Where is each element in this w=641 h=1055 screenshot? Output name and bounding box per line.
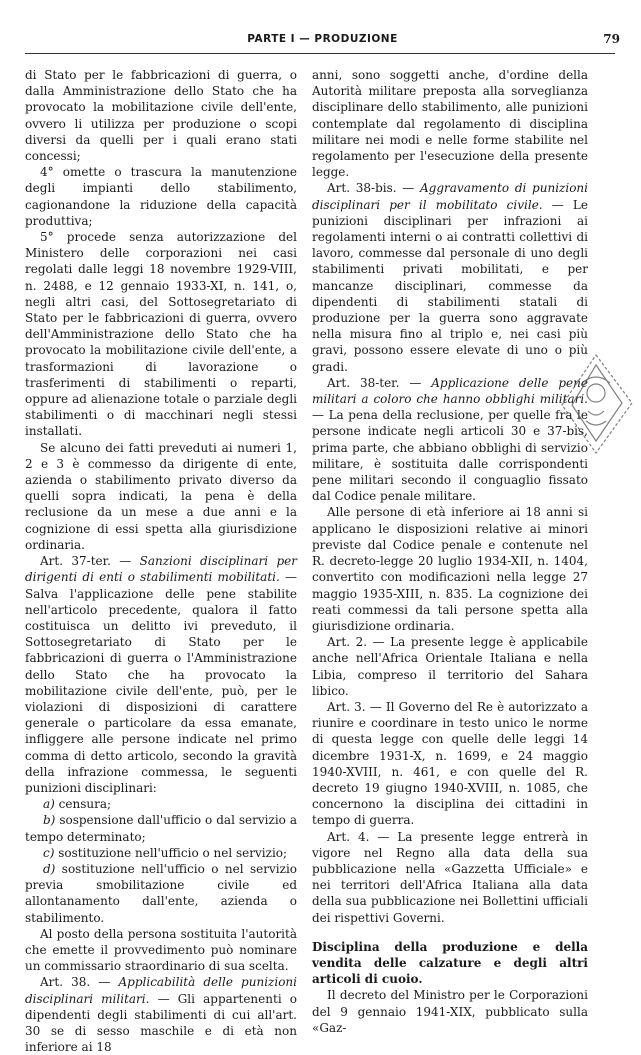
paragraph: Art. 4. — La presente legge entrerà in vigore nel Regno alla data della sua pubblicazione nella «Gazzetta Ufficiale» e nei territori dell'Africa Italiana alla data della sua pubblicazione nei Bollettini ufficiali dei rispettivi Governi.	[312, 829, 588, 925]
paragraph: Alle persone di età inferiore ai 18 anni si applicano le disposizioni relative ai minori previste dal Codice penale e contenute nel R. decreto-legge 20 luglio 1934-XII, n. 1404, convertito con modificazioni nella legge 27 maggio 1935-XIII, n. 835. La cognizione dei reati commessi da tali persone spetta alla giurisdizione ordinaria.	[312, 505, 588, 633]
list-item-text: sostituzione nell'ufficio o nel servizio;	[54, 845, 288, 860]
list-item	[25, 812, 297, 844]
article-title: Applicabilità delle punizioni disciplinari militari.	[25, 975, 297, 1006]
list-item	[25, 845, 297, 861]
paragraph: di Stato per le fabbricazioni di guerra, o dalla Amministrazione dello Stato che ha provocato la mobilitazione civile dell'ente, ovvero li utilizza per produzione o scopi diversi da quelli per i quali erano stati concessi;	[25, 68, 297, 164]
page-number: 79	[603, 32, 620, 46]
article-body: — Le punizioni disciplinari per infrazioni ai regolamenti interni o ai contratti collettivi di lavoro, commesse dal personale di uno degli stabilimenti privati mobilitati, e per mancanze disciplinari, commesse da dipendenti di stabilimenti statali di produzione per la guerra sono aggravate nella misura fino al triplo e, nei casi più gravi, possono essere elevate di uno o più gradi.	[312, 197, 589, 374]
article-paragraph	[312, 180, 588, 374]
article-title: Aggravamento di punizioni disciplinari per il mobilitato civile.	[312, 181, 588, 212]
paragraph: 5° procede senza autorizzazione del Ministero delle corporazioni nei casi regolati dalle leggi 18 novembre 1929-VIII, n. 2488, e 12 gennaio 1933-XI, n. 141, o, negli altri casi, del Sottosegretariato di Stato per le fabbricazioni di guerra, ovvero dell'Amministrazione dello Stato che ha provocato la mobilitazione civile dell'ente, a trasformazioni di lavorazione o trasferimenti di stabilimenti o reparti, oppure ad alienazione totale o parziale degli stabilimenti o di macchinari negli stessi installati.	[25, 230, 297, 439]
list-marker: c)	[43, 845, 55, 860]
article-number: Art. 38-ter. —	[327, 375, 432, 390]
right-column	[312, 67, 588, 1036]
paragraph: anni, sono soggetti anche, d'ordine della Autorità militare preposta alla sorveglianza disciplinare dello stabilimento, alle punizioni contemplate dal regolamento di disciplina militare nei modi e nelle forme stabilite nel regolamento per l'esecuzione della presente legge.	[312, 68, 588, 180]
list-marker: b)	[43, 813, 56, 828]
article-number: Art. 37-ter. —	[40, 554, 140, 569]
paragraph: Il decreto del Ministro per le Corporazioni del 9 gennaio 1941-XIX, pubblicato sulla «Gaz-	[312, 988, 588, 1035]
list-item-text: sospensione dall'ufficio o dal servizio a tempo determinato;	[25, 813, 297, 844]
article-paragraph	[25, 553, 297, 796]
list-marker: a)	[43, 797, 55, 812]
section-heading: Disciplina della produzione e della vendita delle calzature e degli altri articoli di cuoio.	[312, 939, 588, 987]
paragraph: Art. 3. — Il Governo del Re è autorizzato a riunire e coordinare in testo unico le norme di questa legge con quelle delle leggi 14 dicembre 1931-X, n. 1699, e 24 maggio 1940-XVIII, n. 461, e con quelle del R. decreto 19 giugno 1940-XVIII, n. 1085, che concernono la disciplina dei cittadini in tempo di guerra.	[312, 699, 588, 828]
article-body: — Salva l'applicazione delle pene stabilite nell'articolo precedente, qualora il fatto costituisca un delitto ivi preveduto, il Sottosegretariato di Stato per le fabbricazioni di guerra o l'Amministrazione dello Stato che ha provocato la mobilitazione civile dell'ente, può, per le violazioni di disposizioni di carattere generale o particolare da essa emanate, infliggere alle persone indicate nel primo comma di detto articolo, secondo la gravità della infrazione commessa, le seguenti punizioni disciplinari:	[25, 570, 297, 795]
paragraph: 4° omette o trascura la manutenzione degli impianti dello stabilimento, cagionandone la riduzione della capacità produttiva;	[25, 165, 297, 228]
article-body: — Gli appartenenti o dipendenti degli stabilimenti di cui all'art. 30 se di sesso maschile e di età non inferiore ai 18	[25, 991, 298, 1055]
article-title: Sanzioni disciplinari per dirigenti di enti o stabilimenti mobilitati.	[25, 554, 297, 585]
left-column	[25, 67, 297, 1055]
article-paragraph	[25, 974, 297, 1055]
list-item	[25, 861, 297, 926]
paragraph: Art. 2. — La presente legge è applicabile anche nell'Africa Orientale Italiana e nella Libia, compreso il territorio del Sahara libico.	[312, 635, 588, 698]
header-rule	[25, 53, 615, 54]
page-header	[25, 33, 620, 49]
library-stamp-icon	[558, 353, 634, 459]
article-number: Art. 38. —	[40, 975, 119, 990]
article-paragraph	[312, 375, 588, 505]
article-title: Applicazione delle pene militari a coloro che hanno obblighi militari.	[312, 375, 588, 407]
list-item	[25, 796, 297, 812]
paragraph: Al posto della persona sostituita l'autorità che emette il provvedimento può nominare un commissario straordinario di sua scelta.	[25, 926, 297, 974]
list-marker: d)	[43, 861, 56, 876]
list-item-text: sostituzione nell'ufficio o nel servizio previa smobilitazione civile ed allontanamento dall'ente, azienda o stabilimento.	[25, 861, 297, 925]
article-number: Art. 38-bis. —	[327, 181, 420, 196]
list-item-text: censura;	[54, 797, 112, 812]
running-head: PARTE I — PRODUZIONE	[247, 33, 398, 45]
paragraph: Se alcuno dei fatti preveduti ai numeri 1, 2 e 3 è commesso da dirigente di ente, azienda o stabilimento privato diverso da quelli sopra indicati, la pena è della reclusione da un mese a due anni e la cognizione di essi spetta alla giurisdizione ordinaria.	[25, 440, 297, 552]
article-body: — La pena della reclusione, per quelle fra le persone indicate negli articoli 30 e 37-bis, prima parte, che abbiano obblighi di servizio militare, è sostituita dalle corrispondenti pene militari secondo il conguaglio fissato dal Codice penale militare.	[312, 408, 588, 504]
